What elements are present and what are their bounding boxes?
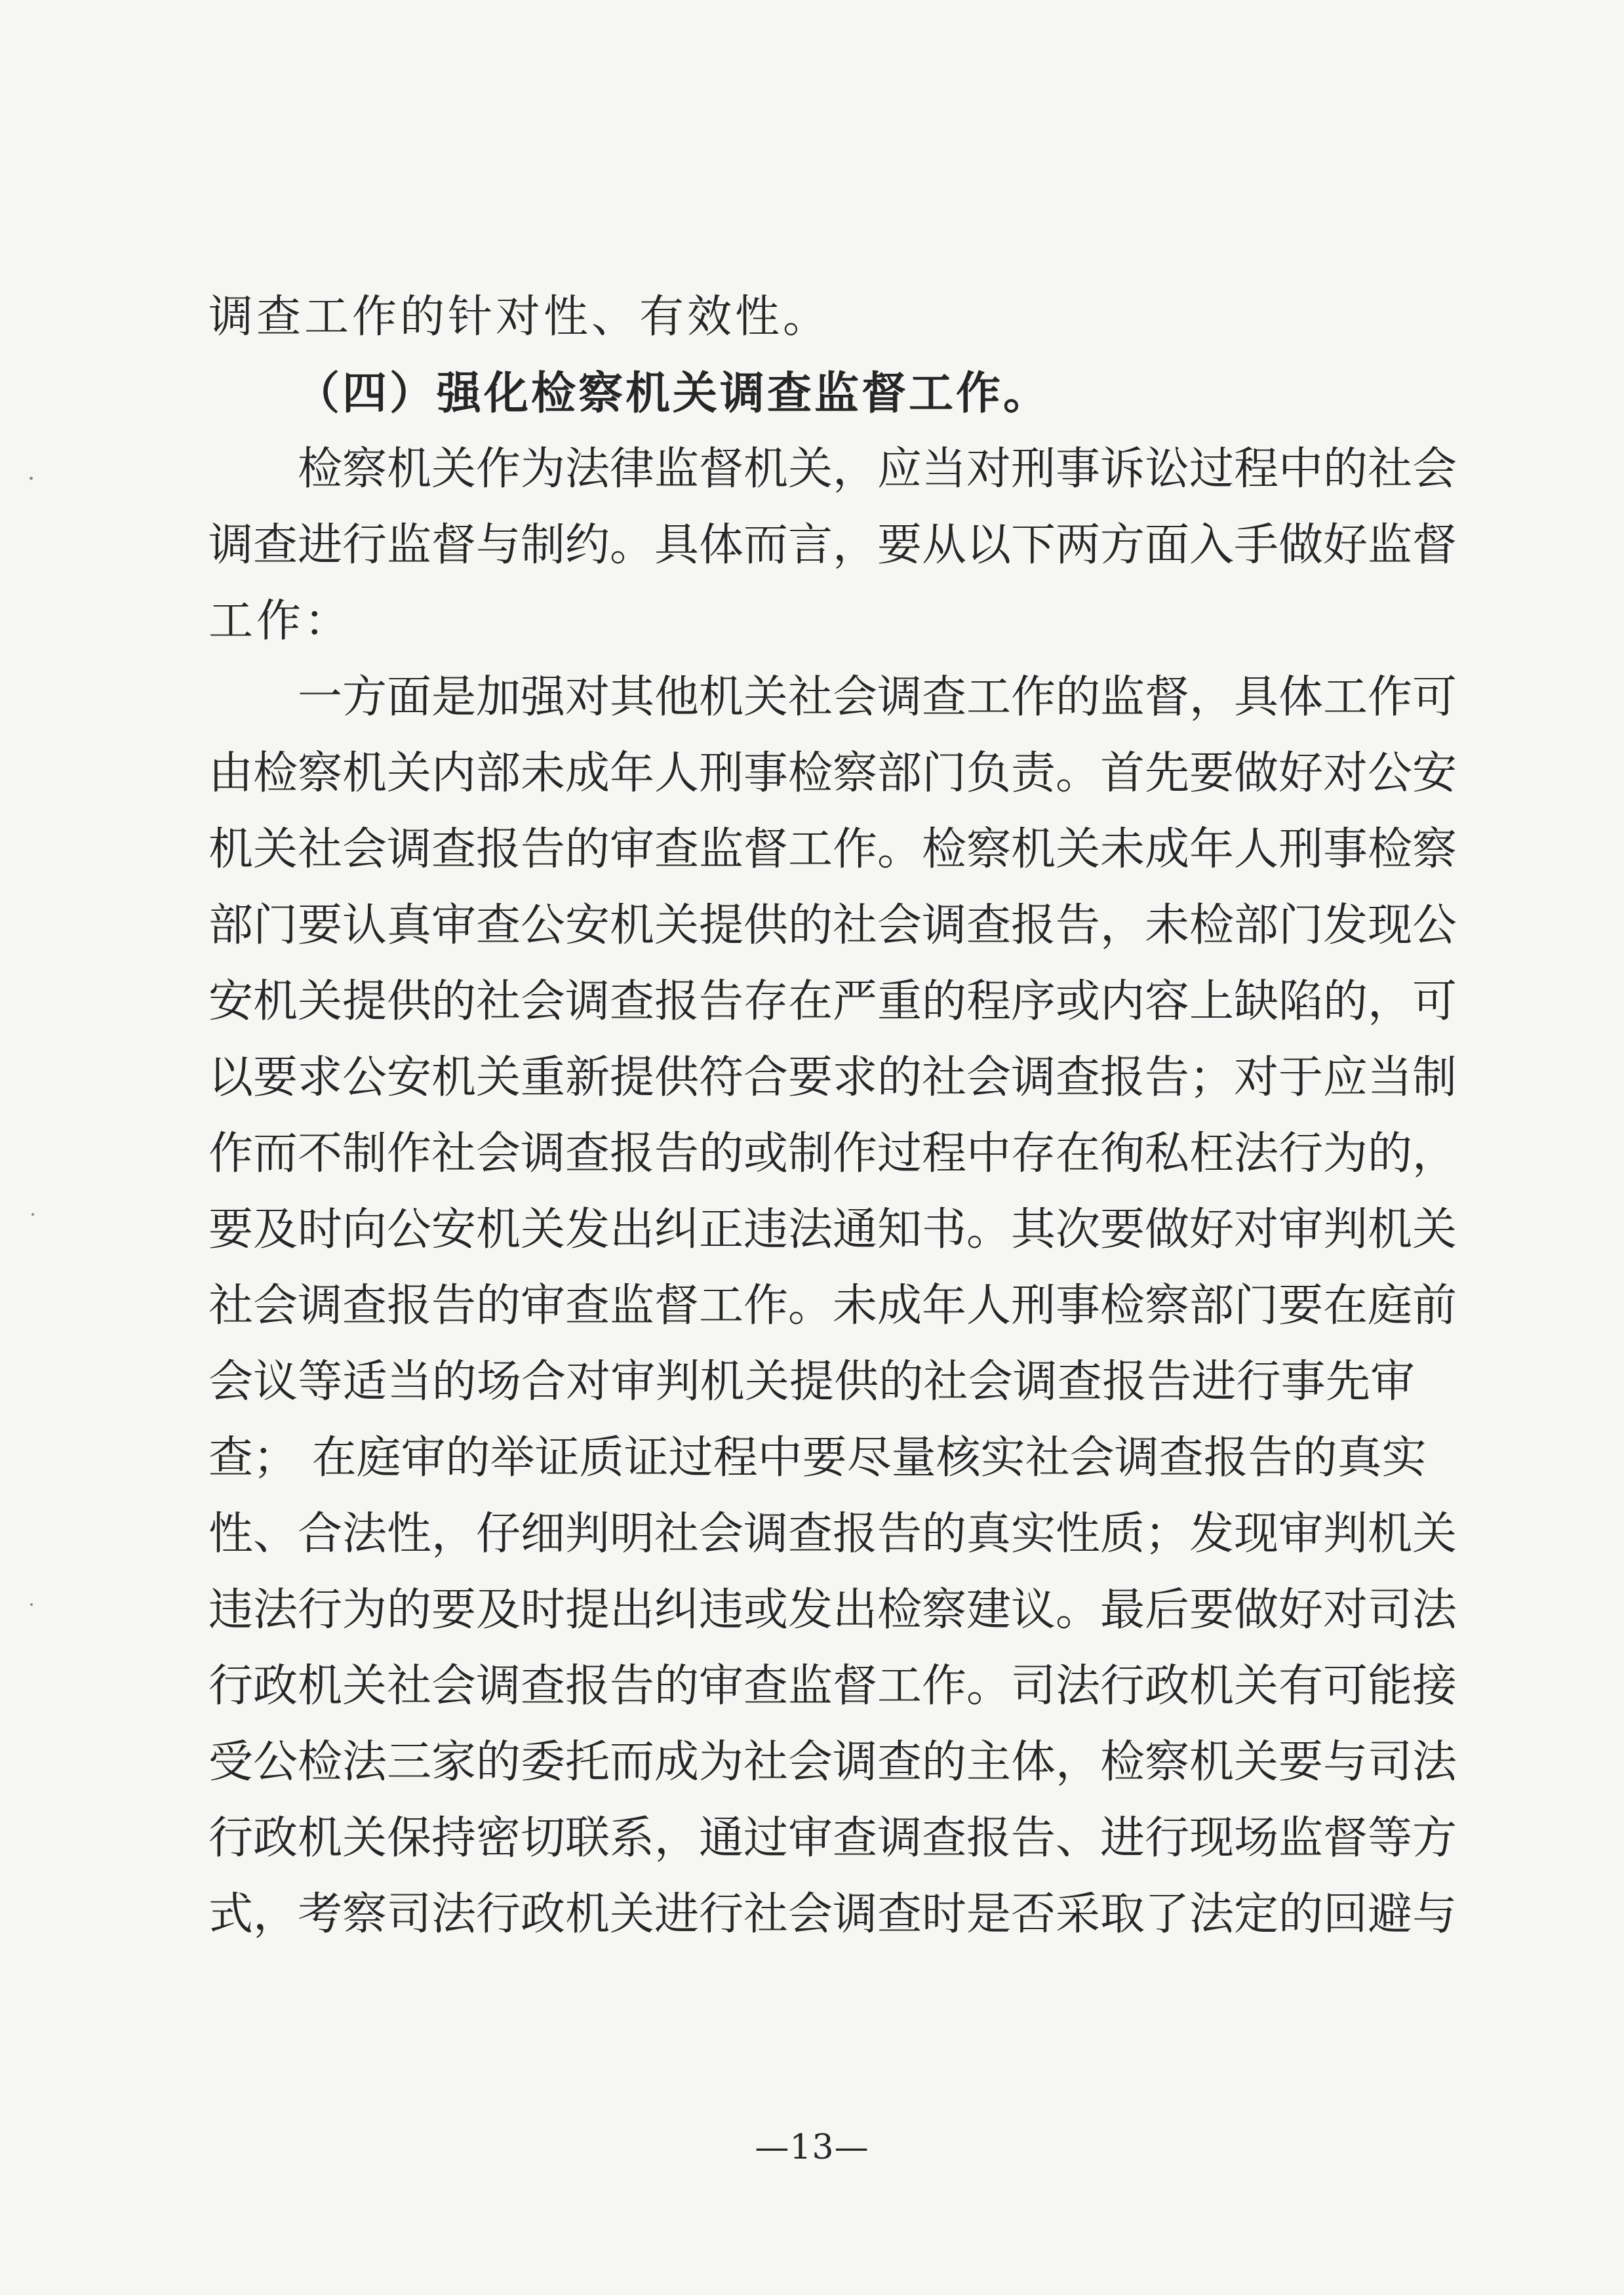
scan-speck [31, 1213, 34, 1216]
scan-speck [30, 1603, 33, 1606]
scan-speck [30, 477, 33, 480]
text-line: 以要求公安机关重新提供符合要求的社会调查报告；对于应当制 [208, 1052, 1457, 1104]
text-line: 安机关提供的社会调查报告存在严重的程序或内容上缺陷的，可 [208, 976, 1457, 1028]
text-line: 查； 在庭审的举证质证过程中要尽量核实社会调查报告的真实 [208, 1432, 1427, 1484]
text-line: 违法行为的要及时提出纠违或发出检察建议。最后要做好对司法 [208, 1584, 1457, 1636]
text-line: 要及时向公安机关发出纠正违法通知书。其次要做好对审判机关 [208, 1204, 1457, 1256]
text-line: 部门要认真审查公安机关提供的社会调查报告，未检部门发现公 [208, 900, 1457, 951]
text-line: 性、合法性，仔细判明社会调查报告的真实性质；发现审判机关 [208, 1508, 1457, 1560]
text-line: 调查进行监督与制约。具体而言，要从以下两方面入手做好监督 [208, 519, 1457, 571]
text-line: 工作： [208, 595, 353, 647]
text-line: 一方面是加强对其他机关社会调查工作的监督，具体工作可 [208, 671, 1457, 723]
text-line: 由检察机关内部未成年人刑事检察部门负责。首先要做好对公安 [208, 748, 1457, 799]
text-line: 受公检法三家的委托而成为社会调查的主体，检察机关要与司法 [208, 1736, 1457, 1788]
text-line: 检察机关作为法律监督机关，应当对刑事诉讼过程中的社会 [208, 443, 1457, 495]
text-line: 调查工作的针对性、有效性。 [208, 291, 831, 343]
page-number: —13— [755, 2128, 869, 2167]
text-line: 式，考察司法行政机关进行社会调查时是否采取了法定的回避与 [208, 1888, 1457, 1940]
section-heading: （四）强化检察机关调查监督工作。 [295, 367, 1051, 420]
text-line: 行政机关社会调查报告的审查监督工作。司法行政机关有可能接 [208, 1660, 1457, 1712]
text-line: 行政机关保持密切联系，通过审查调查报告、进行现场监督等方 [208, 1812, 1457, 1864]
text-line: 作而不制作社会调查报告的或制作过程中存在徇私枉法行为的， [208, 1128, 1457, 1180]
text-line: 社会调查报告的审查监督工作。未成年人刑事检察部门要在庭前 [208, 1280, 1457, 1332]
text-line: 机关社会调查报告的审查监督工作。检察机关未成年人刑事检察 [208, 824, 1457, 875]
body-text [208, 279, 1457, 1953]
text-line: 会议等适当的场合对审判机关提供的社会调查报告进行事先审 [208, 1356, 1415, 1408]
